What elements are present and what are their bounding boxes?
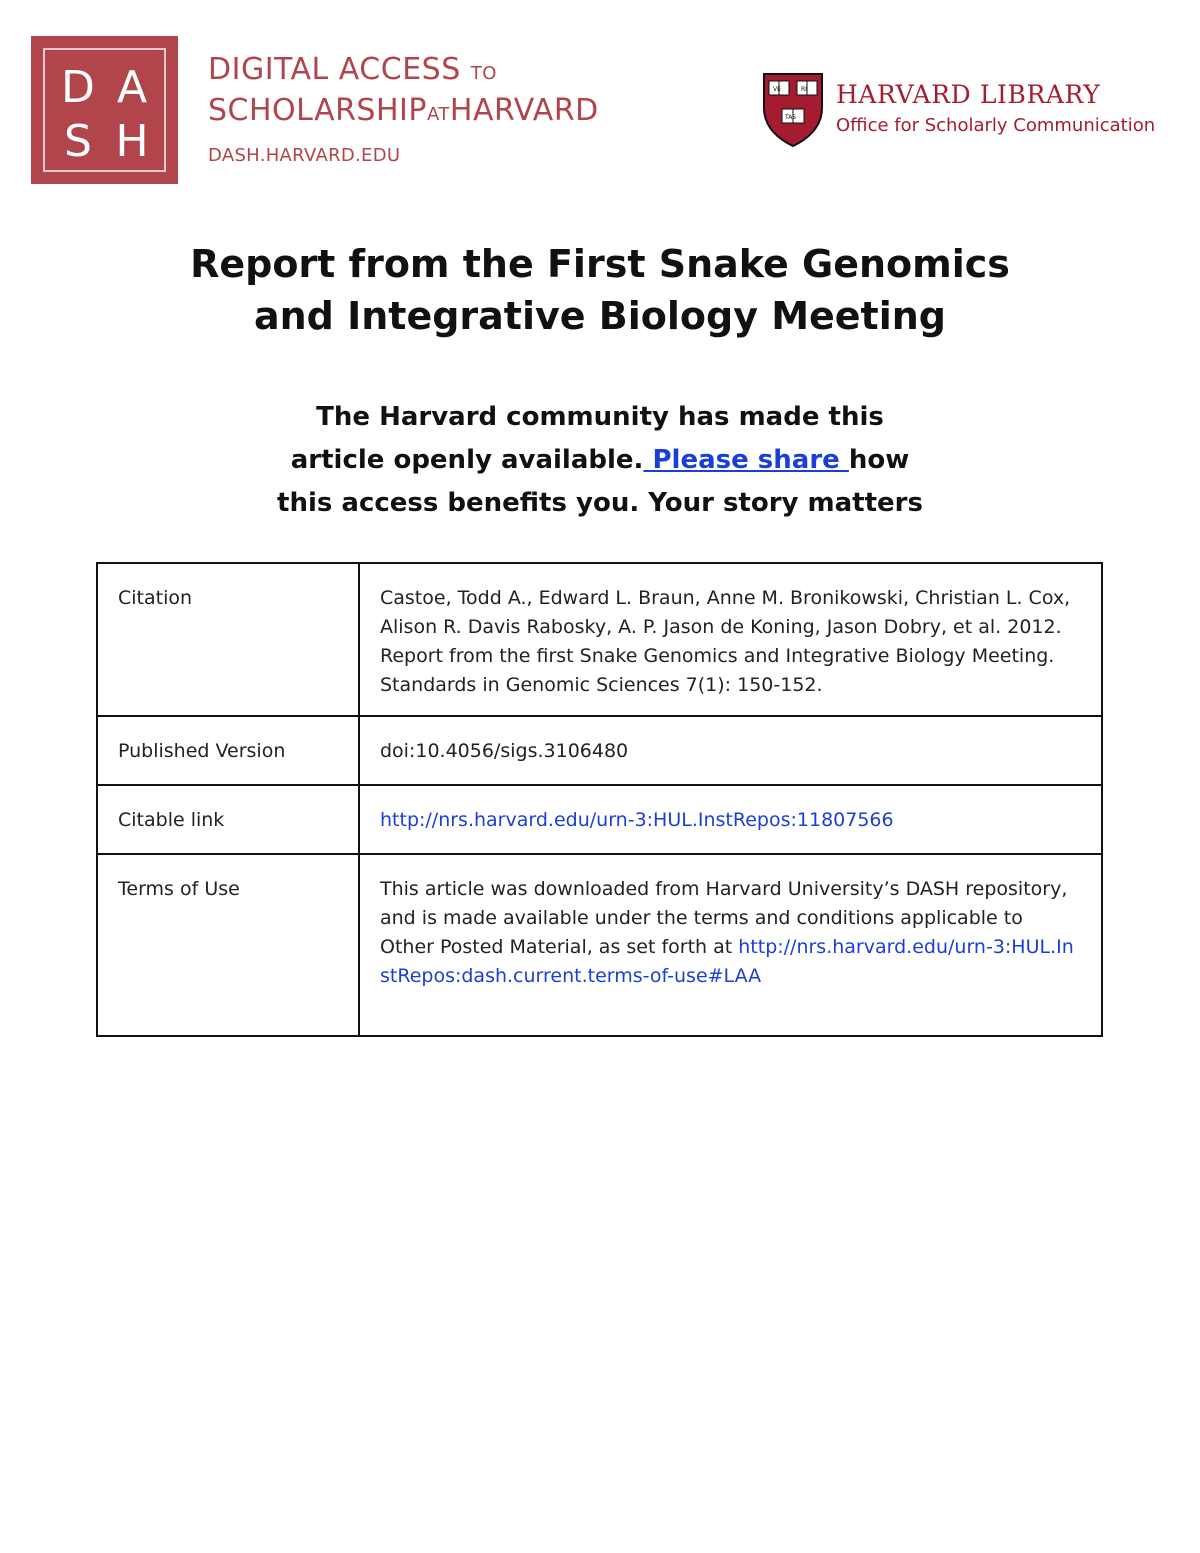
citable-link-label: Citable link (97, 785, 359, 854)
terms-of-use-link[interactable]: http://nrs.harvard.edu/urn-3:HUL.InstRepos:dash.current.terms-of-use#LAA (380, 936, 1074, 987)
citable-link-cell (359, 785, 1102, 854)
community-message (0, 396, 1200, 525)
dash-title-line-2 (208, 93, 599, 128)
table-row-terms-of-use (97, 854, 1102, 1036)
published-version-label: Published Version (97, 716, 359, 785)
dash-title-main-1: DIGITAL ACCESS (208, 52, 461, 87)
terms-of-use-label: Terms of Use (97, 854, 359, 1036)
citation-label: Citation (97, 563, 359, 716)
metadata-table (96, 562, 1103, 1037)
community-line-2-before: article openly available. (290, 445, 644, 475)
article-title-line-2: and Integrative Biology Meeting (253, 294, 947, 338)
article-title-line-1: Report from the First Snake Genomics (190, 242, 1010, 286)
please-share-link[interactable]: Please share (643, 445, 849, 475)
article-title (0, 238, 1200, 342)
terms-of-use-cell (359, 854, 1102, 1036)
community-line-3: this access benefits you. Your story matters (277, 488, 923, 518)
dash-title-small-2: AT (426, 104, 450, 125)
dash-logo-letter-s: S (64, 116, 92, 167)
dash-logo (31, 36, 178, 184)
harvard-library-subtitle: Office for Scholarly Communication (836, 115, 1156, 136)
dash-title-line-1 (208, 52, 497, 87)
shield-text-ve: VE (773, 86, 781, 93)
citation-value: Castoe, Todd A., Edward L. Braun, Anne M. Bronikowski, Christian L. Cox, Alison R. Davis Rabosky, A. P. Jason de Koning, Jason Dobry, et al. 2012. Report from the first Snake Genomics and Integrative Biology Meeting. Standards in Genomic Sciences 7(1): 150-152. (359, 563, 1102, 716)
dash-logo-letter-d: D (61, 62, 95, 113)
dash-title-end-2: HARVARD (449, 93, 599, 128)
citable-link[interactable]: http://nrs.harvard.edu/urn-3:HUL.InstRepos:11807566 (380, 809, 894, 831)
harvard-shield-icon (762, 72, 824, 148)
community-line-2 (0, 439, 1200, 482)
dash-logo-letter-h: H (115, 116, 149, 167)
dash-logo-letter-a: A (116, 62, 148, 113)
dash-title-main-2: SCHOLARSHIP (208, 93, 427, 128)
published-version-value: doi:10.4056/sigs.3106480 (359, 716, 1102, 785)
harvard-library-title: HARVARD LIBRARY (836, 80, 1101, 109)
terms-of-use-text: This article was downloaded from Harvard University’s DASH repository, and is made available under the terms and conditions applicable to Other Posted Material, as set forth at (380, 878, 1068, 958)
table-row-citation (97, 563, 1102, 716)
dash-url: DASH.HARVARD.EDU (208, 145, 401, 166)
community-line-2-after: how (848, 445, 910, 475)
dash-title-small-1: TO (470, 63, 497, 84)
community-line-1: The Harvard community has made this (316, 402, 884, 432)
table-row-citable-link (97, 785, 1102, 854)
shield-text-tas: TAS (785, 114, 797, 121)
dash-logo-frame (43, 48, 166, 172)
table-row-published-version (97, 716, 1102, 785)
shield-text-ri: RI (801, 86, 807, 93)
